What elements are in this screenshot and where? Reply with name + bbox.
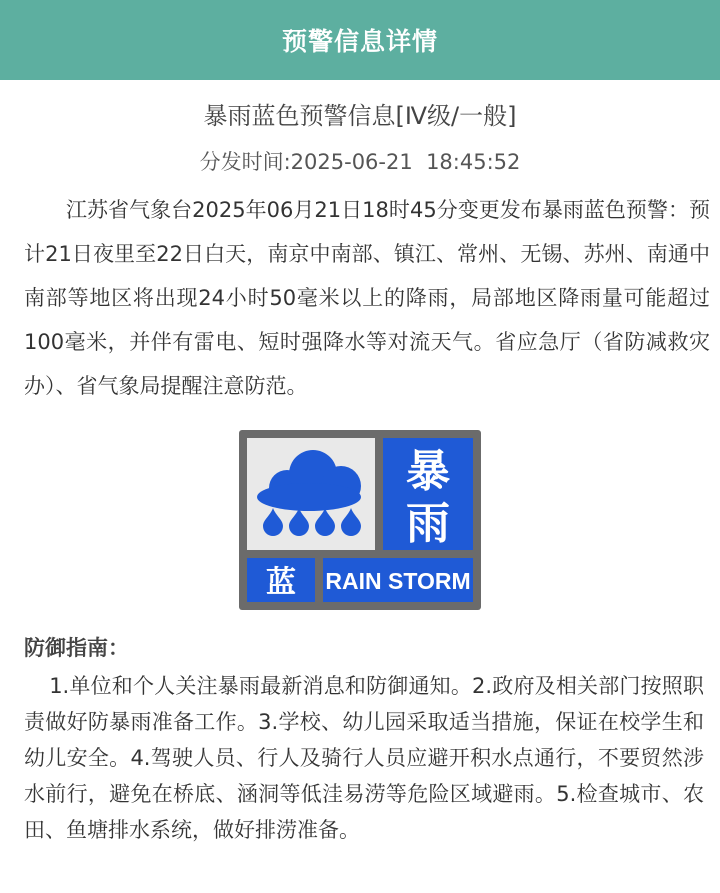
type-char-1: 暴 — [406, 446, 450, 497]
type-char-2: 雨 — [406, 498, 450, 549]
page-title: 预警信息详情 — [281, 27, 438, 56]
alert-title: 暴雨蓝色预警信息[Ⅳ级/一般] — [203, 102, 517, 130]
level-char: 蓝 — [266, 565, 296, 600]
issue-time-label: 分发时间: — [199, 150, 291, 174]
guide-heading: 防御指南： — [24, 636, 129, 660]
page-header — [0, 0, 720, 80]
english-label: RAIN STORM — [325, 568, 471, 594]
alert-body: 江苏省气象台2025年06月21日18时45分变更发布暴雨蓝色预警：预计21日夜里至22日白天，南京中南部、镇江、常州、无锡、苏州、南通中南部等地区将出现24小时50毫米以上的降雨，局部地区降雨量可能超过100毫米，并伴有雷电、短时强降水等对流天气。省应急厅（省防减救灾办）、省气象局提醒注意防范。 — [24, 198, 710, 398]
rainstorm-blue-warning-icon — [239, 430, 481, 610]
issue-time — [0, 146, 720, 176]
guide-body: 1.单位和个人关注暴雨最新消息和防御通知。2.政府及相关部门按照职责做好防暴雨准备工作。3.学校、幼儿园采取适当措施，保证在校学生和幼儿安全。4.驾驶人员、行人及骑行人员应避开积水点通行，不要贸然涉水前行，避免在桥底、涵洞等低洼易涝等危险区域避雨。5.检查城市、农田、鱼塘排水系统，做好排涝准备。 — [24, 674, 704, 842]
issue-time-value: 2025-06-21 18:45:52 — [290, 150, 521, 174]
